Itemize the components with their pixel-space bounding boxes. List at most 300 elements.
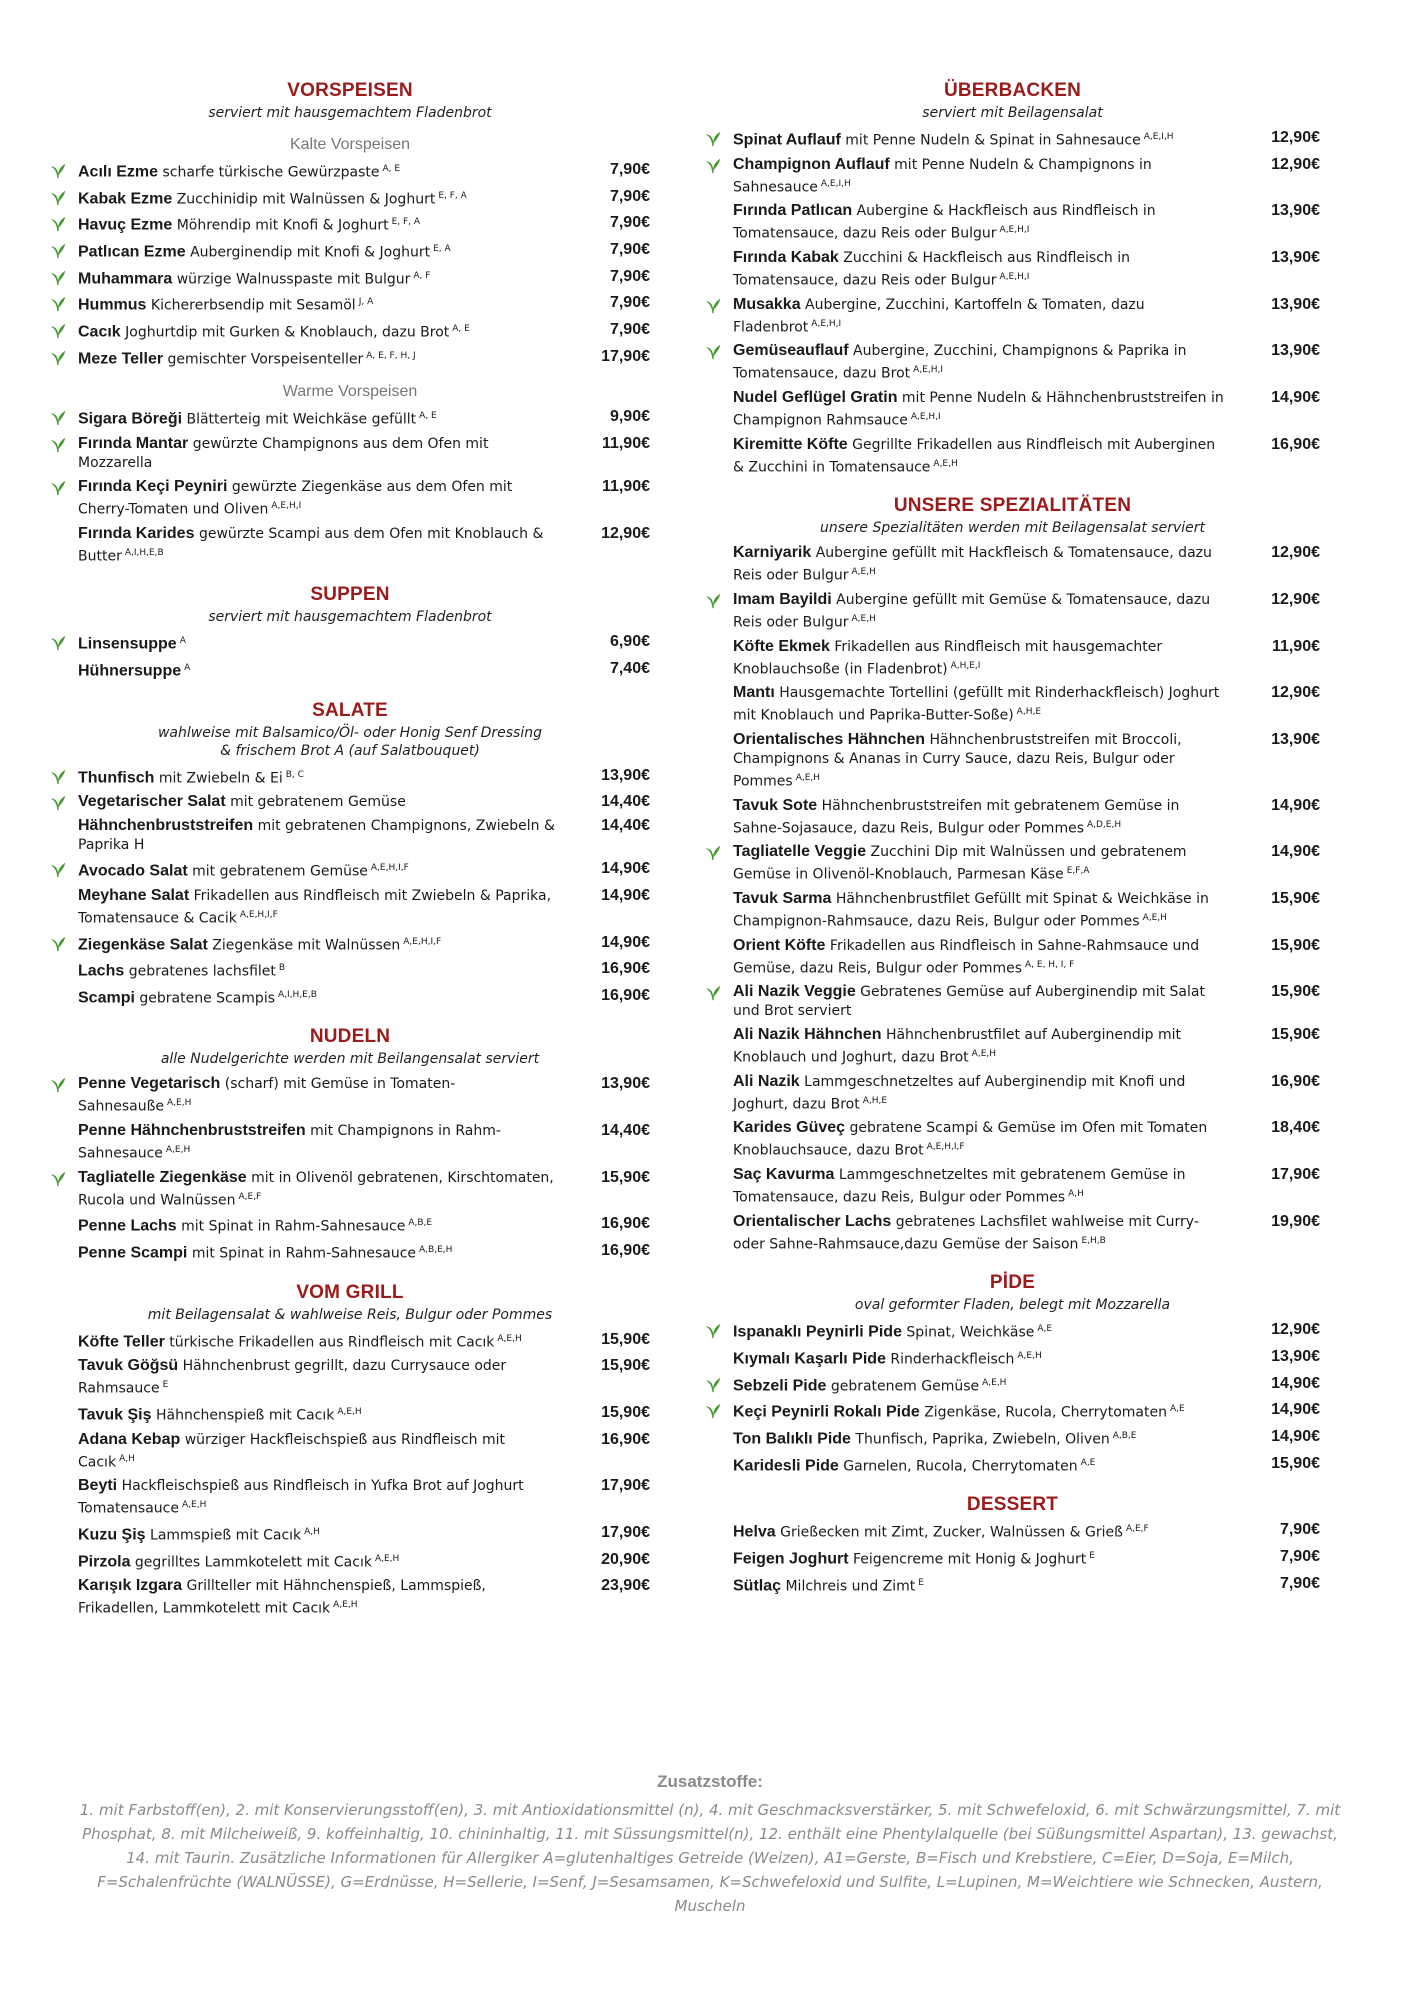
vegetarian-leaf-icon xyxy=(50,190,66,206)
menu-item xyxy=(705,982,1320,1021)
menu-section-dessert xyxy=(705,1494,1320,1596)
item-description-block xyxy=(733,1072,1250,1115)
item-name: Tavuk Sote xyxy=(733,796,818,814)
item-description-block xyxy=(78,434,580,473)
item-allergens: A xyxy=(184,662,191,673)
item-allergens: A,E,H xyxy=(333,1600,358,1611)
item-allergens: A, E xyxy=(382,164,401,174)
item-name: Tagliatelle Veggie xyxy=(733,843,867,861)
item-name: Sigara Böreği xyxy=(78,410,183,428)
section-subtitle: unsere Spezialitäten werden mit Beilagensalat serviert xyxy=(820,520,1205,537)
menu-section-suppen xyxy=(50,584,650,681)
menu-item xyxy=(50,320,650,343)
item-name: Hühnersuppe xyxy=(78,662,182,680)
item-price: 7,90€ xyxy=(609,240,650,258)
vegetarian-leaf-icon xyxy=(50,769,66,785)
item-price: 16,90€ xyxy=(601,1215,650,1233)
item-description-block xyxy=(78,1074,580,1117)
menu-item xyxy=(50,1476,650,1519)
item-name: Lachs xyxy=(78,962,125,980)
item-description-block xyxy=(78,766,580,789)
menu-item xyxy=(50,1121,650,1164)
item-price: 17,90€ xyxy=(1271,1166,1320,1184)
item-name: Hummus xyxy=(78,296,147,314)
menu-item xyxy=(705,889,1320,932)
item-allergens: A,E,H,I,F xyxy=(926,1142,965,1153)
item-allergens: A,B,E xyxy=(408,1218,433,1229)
item-description-block xyxy=(78,1330,580,1353)
item-name: Imam Bayildi xyxy=(733,590,832,608)
item-name: Vegetarischer Salat xyxy=(78,793,226,811)
item-allergens: A, F xyxy=(413,270,431,281)
item-price: 13,90€ xyxy=(1271,202,1320,220)
item-price: 15,90€ xyxy=(601,1404,650,1422)
item-allergens: A,E,H xyxy=(795,772,821,783)
item-allergens: A,B,E xyxy=(1112,1431,1137,1442)
item-name: Ali Nazik Veggie xyxy=(733,983,856,1001)
vegetarian-leaf-icon xyxy=(50,480,66,496)
vegetarian-leaf-icon xyxy=(705,845,721,861)
item-description: (scharf) mit Gemüse in Tomaten-Sahnesauße xyxy=(78,1076,456,1116)
item-price: 16,90€ xyxy=(601,1242,650,1260)
item-price: 13,90€ xyxy=(1271,1348,1320,1366)
item-description: mit gebratenen Champignons, Zwiebeln & Paprika H xyxy=(78,818,555,854)
item-name: Meze Teller xyxy=(78,350,164,368)
item-description: Hähnchenbrustfilet Gefüllt mit Spinat & Weichkäse in Champignon-Rahmsauce, dazu Reis, Bulgur oder Pommes xyxy=(733,890,1209,930)
item-allergens: A,E,H xyxy=(1142,912,1167,923)
item-description-block xyxy=(733,982,1250,1021)
item-price: 14,40€ xyxy=(601,793,650,811)
item-description-block xyxy=(733,341,1250,384)
item-name: Hähnchenbruststreifen xyxy=(78,817,254,835)
item-allergens: A,E,H xyxy=(497,1333,522,1344)
item-price: 14,90€ xyxy=(1271,796,1320,814)
item-price: 7,90€ xyxy=(609,187,650,205)
item-description: Aubergine, Zucchini, Champignons & Paprika in Tomatensauce, dazu Brot xyxy=(733,343,1187,382)
item-description-block xyxy=(733,435,1250,478)
item-name: Orient Köfte xyxy=(733,936,826,954)
item-description-block xyxy=(78,213,580,236)
menu-item xyxy=(705,590,1320,633)
item-price: 14,90€ xyxy=(601,886,650,904)
menu-item xyxy=(50,1403,650,1426)
vegetarian-leaf-icon xyxy=(50,1077,66,1093)
item-description: Gegrillte Frikadellen aus Rindfleisch mit Auberginen & Zucchini in Tomatensauce xyxy=(733,436,1216,476)
item-description-block xyxy=(78,986,580,1009)
item-allergens: A,H xyxy=(1068,1189,1084,1200)
item-description: Zucchini & Hackfleisch aus Rindfleisch in Tomatensauce, dazu Reis oder Bulgur xyxy=(733,249,1130,289)
item-price: 15,90€ xyxy=(1271,1026,1320,1044)
item-allergens: A,E,H,I xyxy=(811,318,842,329)
item-description-block xyxy=(733,590,1250,633)
menu-item xyxy=(705,201,1320,244)
item-name: Feigen Joghurt xyxy=(733,1550,849,1568)
item-name: Spinat Auflauf xyxy=(733,131,841,149)
item-name: Patlıcan Ezme xyxy=(78,243,186,261)
item-description-block xyxy=(78,524,580,567)
item-price: 14,40€ xyxy=(601,1122,650,1140)
item-allergens: A,E,H,I xyxy=(910,411,941,422)
item-description-block xyxy=(733,730,1250,792)
item-price: 12,90€ xyxy=(1271,544,1320,562)
item-allergens: E xyxy=(918,1577,924,1588)
item-description: Hausgemachte Tortellini (gefüllt mit Rinderhackfleisch) Joghurt mit Knoblauch und Paprika-Butter-Soße) xyxy=(733,685,1220,724)
item-price: 12,90€ xyxy=(1271,684,1320,702)
menu-item xyxy=(705,796,1320,839)
menu-item xyxy=(50,1330,650,1353)
additives-text: 1. mit Farbstoff(en), 2. mit Konservierungsstoff(en), 3. mit Antioxidationsmittel (n), 4. mit Geschmacksverstärker, 5. mit Schwefeloxid, 6. mit Schwärzungsmittel, 7. mit Phosphat, 8. mit Milcheiweiß, 9. koffeinhaltig, 10. chininhaltig, 11. mit Süssungsmittel(n), 12. enthält eine Phentylalquelle (bei Süßungsmittel Aspartan), 13. gewachst, 14. mit Taurin. Zusätzliche Informationen für Allergiker A=glutenhaltiges Getreide (Weizen), A1=Gerste, B=Fisch und Krebstiere, C=Eier, D=Soja, E=Milch, F=Schalenfrüchte (WALNÜSSE), G=Erdnüsse, H=Sellerie, I=Senf, J=Sesamsamen, K=Schwefeloxid und Sulfite, L=Lupinen, M=Weichtiere wie Schnecken, Austern, Muscheln xyxy=(79,1801,1341,1915)
section-subtitle: mit Beilagensalat & wahlweise Reis, Bulgur oder Pommes xyxy=(147,1306,553,1323)
item-description: Zigenkäse, Rucola, Cherrytomaten xyxy=(924,1405,1167,1422)
item-price: 16,90€ xyxy=(601,960,650,978)
vegetarian-leaf-icon xyxy=(50,243,66,259)
menu-item xyxy=(705,1347,1320,1370)
item-description-block xyxy=(78,1121,580,1164)
group-title: Kalte Vorspeisen xyxy=(289,136,411,153)
vegetarian-leaf-icon xyxy=(50,163,66,179)
item-description-block xyxy=(733,1025,1250,1068)
item-description-block xyxy=(78,477,580,520)
item-price: 12,90€ xyxy=(601,524,650,542)
item-description: würzige Walnusspaste mit Bulgur xyxy=(176,271,411,288)
item-allergens: A,E,I,H xyxy=(1143,132,1174,142)
item-description: Frikadellen aus Rindfleisch mit Zwiebeln & Paprika, Tomatensauce & Cacik xyxy=(78,887,552,927)
item-description: Lammgeschnetzeltes mit gebratenem Gemüse in Tomatensauce, dazu Reis, Bulgur oder Pommes xyxy=(733,1167,1186,1206)
item-price: 14,90€ xyxy=(1271,1374,1320,1392)
vegetarian-leaf-icon xyxy=(705,1377,721,1393)
item-name: Kıymalı Kaşarlı Pide xyxy=(733,1350,886,1368)
item-description: gewürzte Ziegenkäse aus dem Ofen mit Cherry-Tomaten und Oliven xyxy=(78,478,513,518)
item-description: Ziegenkäse mit Walnüssen xyxy=(212,937,401,954)
vegetarian-leaf-icon xyxy=(50,795,66,811)
item-description: gegrilltes Lammkotelett mit Cacık xyxy=(134,1554,372,1571)
item-name: Linsensuppe xyxy=(78,635,177,653)
vegetarian-leaf-icon xyxy=(705,593,721,609)
item-price: 16,90€ xyxy=(601,1430,650,1448)
item-description-block xyxy=(733,1574,1250,1597)
item-description-block xyxy=(733,1347,1250,1370)
item-name: Ali Nazik xyxy=(733,1072,800,1090)
item-description: türkische Frikadellen aus Rindfleisch mit Cacık xyxy=(169,1334,495,1351)
vegetarian-leaf-icon xyxy=(50,216,66,232)
menu-section-uberbacken xyxy=(705,80,1320,477)
item-allergens: A,E,H xyxy=(851,613,876,624)
item-name: Penne Scampi xyxy=(78,1244,188,1262)
menu-item xyxy=(50,1074,650,1117)
item-allergens: A,E,H xyxy=(374,1553,400,1564)
menu-item xyxy=(50,1430,650,1473)
item-price: 12,90€ xyxy=(1271,129,1320,146)
item-price: 7,90€ xyxy=(609,294,650,312)
item-description: mit Penne Nudeln & Spinat in Sahnesauce xyxy=(845,132,1141,149)
menu-item xyxy=(50,959,650,982)
item-description: mit in Olivenöl gebratenen, Kirschtomaten, Rucola und Walnüssen xyxy=(78,1169,554,1209)
vegetarian-leaf-icon xyxy=(50,410,66,426)
section-title: VORSPEISEN xyxy=(287,80,413,101)
item-allergens: A,H xyxy=(119,1453,135,1464)
item-price: 13,90€ xyxy=(601,766,650,784)
menu-item xyxy=(705,435,1320,478)
item-price: 6,90€ xyxy=(609,633,650,651)
vegetarian-leaf-icon xyxy=(50,635,66,651)
menu-section-pide xyxy=(705,1272,1320,1476)
item-description: Milchreis und Zimt xyxy=(785,1578,916,1595)
menu-item xyxy=(705,1072,1320,1115)
item-allergens: A, E, F, H, J xyxy=(366,350,416,361)
item-description-block xyxy=(733,936,1250,979)
menu-item xyxy=(705,1025,1320,1068)
item-price: 15,90€ xyxy=(601,1357,650,1375)
item-description-block xyxy=(733,796,1250,839)
item-description-block xyxy=(733,295,1250,338)
item-allergens: A,E,F xyxy=(238,1191,262,1202)
menu-item xyxy=(50,986,650,1009)
menu-item xyxy=(50,632,650,655)
menu-item xyxy=(705,936,1320,979)
item-price: 16,90€ xyxy=(1271,1072,1320,1090)
additives-title: Zusatzstoffe: xyxy=(657,1772,763,1791)
item-allergens: A,E,H,I,F xyxy=(239,909,278,920)
menu-item xyxy=(50,213,650,236)
item-price: 15,90€ xyxy=(1271,936,1320,954)
item-name: Karides Güveç xyxy=(733,1119,846,1137)
item-allergens: A,D,E,H xyxy=(1086,819,1122,830)
item-price: 13,90€ xyxy=(1271,730,1320,748)
item-name: Orientalisches Hähnchen xyxy=(733,730,926,748)
group-title: Warme Vorspeisen xyxy=(282,383,418,401)
item-description: Möhrendip mit Knofi & Joghurt xyxy=(176,217,389,234)
item-allergens: A, E, H, I, F xyxy=(1025,959,1075,970)
item-description-block xyxy=(78,1430,580,1473)
item-description: Zucchinidip mit Walnüssen & Joghurt xyxy=(176,191,436,208)
item-name: Penne Hähnchenbruststreifen xyxy=(78,1122,306,1140)
vegetarian-leaf-icon xyxy=(705,298,721,314)
item-name: Karniyarik xyxy=(733,544,812,562)
item-name: Nudel Geflügel Gratin xyxy=(733,388,898,406)
menu-item xyxy=(705,1427,1320,1450)
item-price: 7,90€ xyxy=(1279,1548,1320,1566)
item-description: Aubergine gefüllt mit Gemüse & Tomatensauce, dazu Reis oder Bulgur xyxy=(733,591,1211,631)
item-name: Scampi xyxy=(78,989,135,1007)
item-price: 15,90€ xyxy=(601,1168,650,1186)
item-allergens: E,H,B xyxy=(1081,1235,1106,1246)
item-name: Beyti xyxy=(78,1477,118,1495)
item-description: Blätterteig mit Weichkäse gefüllt xyxy=(186,411,417,428)
item-description-block xyxy=(78,816,580,855)
menu-item xyxy=(50,1576,650,1619)
menu-item xyxy=(50,1214,650,1237)
item-allergens: A,H,E,I xyxy=(950,660,981,671)
item-price: 14,90€ xyxy=(1271,843,1320,861)
item-allergens: E, F, A xyxy=(438,190,467,201)
vegetarian-leaf-icon xyxy=(705,1403,721,1419)
item-description: gemischter Vorspeisenteller xyxy=(167,351,364,368)
menu-item xyxy=(50,816,650,855)
item-description-block xyxy=(78,347,580,370)
item-description: scharfe türkische Gewürzpaste xyxy=(162,164,380,181)
item-allergens: A,E xyxy=(1169,1404,1185,1415)
item-price: 14,90€ xyxy=(1271,1401,1320,1419)
item-description-block xyxy=(733,889,1250,932)
menu-item xyxy=(50,1356,650,1399)
item-price: 20,90€ xyxy=(601,1550,650,1568)
item-price: 7,90€ xyxy=(609,161,650,178)
vegetarian-leaf-icon xyxy=(50,936,66,952)
menu-item xyxy=(705,683,1320,726)
item-description-block xyxy=(78,632,580,655)
item-description-block xyxy=(733,155,1250,198)
menu-item xyxy=(705,637,1320,680)
item-description-block xyxy=(78,187,580,210)
item-allergens: A,E,F xyxy=(1125,1524,1149,1535)
section-subtitle: alle Nudelgerichte werden mit Beilangensalat serviert xyxy=(160,1051,540,1068)
item-allergens: E xyxy=(1089,1551,1095,1562)
item-description-block xyxy=(733,1454,1250,1477)
section-subtitle: serviert mit Beilagensalat xyxy=(922,105,1103,121)
section-title: SUPPEN xyxy=(310,584,390,606)
item-description-block xyxy=(78,1214,580,1237)
item-description: gebratenes lachsfilet xyxy=(128,963,276,980)
menu-item xyxy=(50,792,650,812)
item-price: 15,90€ xyxy=(1271,889,1320,907)
item-allergens: A,E xyxy=(1080,1457,1096,1468)
item-description: Zucchini Dip mit Walnüssen und gebratenem Gemüse in Olivenöl-Knoblauch, Parmesan Käse xyxy=(733,844,1187,883)
item-name: Thunfisch xyxy=(78,769,155,787)
item-price: 7,40€ xyxy=(609,659,650,677)
item-description: Hähnchenspieß mit Cacık xyxy=(155,1407,335,1424)
menu-section-unsere-spezialitaten xyxy=(705,495,1320,1254)
item-price: 16,90€ xyxy=(1271,435,1320,453)
additives-footer xyxy=(70,1772,1350,1918)
item-price: 14,90€ xyxy=(1271,1428,1320,1446)
item-name: Karışık Izgara xyxy=(78,1577,183,1595)
item-description-block xyxy=(78,407,580,430)
item-allergens: A xyxy=(179,636,186,647)
section-subtitle: serviert mit hausgemachtem Fladenbrot xyxy=(208,609,492,626)
menu-item xyxy=(50,187,650,210)
item-description-block xyxy=(78,1168,580,1211)
section-title: UNSERE SPEZIALITÄTEN xyxy=(893,495,1132,517)
item-price: 19,90€ xyxy=(1271,1212,1320,1230)
menu-item xyxy=(50,407,650,430)
item-allergens: A,E,H xyxy=(971,1049,997,1060)
vegetarian-leaf-icon xyxy=(50,296,66,312)
menu-item xyxy=(705,128,1320,151)
item-description: Lammgeschnetzeltes auf Auberginendip mit Knofi und Joghurt, dazu Brot xyxy=(733,1073,1186,1113)
item-description: mit gebratenem Gemüse xyxy=(192,863,368,880)
menu-item xyxy=(705,155,1320,198)
item-description: Hähnchenbruststreifen mit gebratenem Gemüse in Sahne-Sojasauce, dazu Reis, Bulgur oder Pommes xyxy=(733,797,1180,837)
item-description: Thunfisch, Paprika, Zwiebeln, Oliven xyxy=(855,1431,1110,1448)
item-description-block xyxy=(733,1520,1250,1543)
item-allergens: A,E,H,I,F xyxy=(403,936,442,947)
item-price: 7,90€ xyxy=(1279,1574,1320,1592)
item-name: Kuzu Şiş xyxy=(78,1526,146,1544)
item-allergens: E,F,A xyxy=(1066,866,1090,877)
item-description-block xyxy=(78,240,580,263)
item-allergens: B xyxy=(278,963,286,974)
item-name: Penne Vegetarisch xyxy=(78,1075,221,1093)
item-description-block xyxy=(78,1523,580,1546)
menu-item xyxy=(50,766,650,789)
menu-item xyxy=(50,1168,650,1211)
item-description: Hähnchenbruststreifen mit Broccoli, Champignons & Ananas in Curry Sauce, dazu Reis, Bulgur oder Pommes xyxy=(733,731,1182,790)
item-description-block xyxy=(733,1400,1250,1423)
item-price: 11,90€ xyxy=(601,434,650,452)
item-price: 15,90€ xyxy=(1271,1454,1320,1472)
item-description-block xyxy=(78,1356,580,1399)
menu-item xyxy=(705,730,1320,792)
item-allergens: A,E,H,I xyxy=(999,225,1030,236)
section-subtitle: serviert mit hausgemachtem Fladenbrot xyxy=(208,105,492,121)
section-title: VOM GRILL xyxy=(296,1281,404,1303)
item-name: Tagliatelle Ziegenkäse xyxy=(78,1168,247,1186)
item-price: 13,90€ xyxy=(1271,342,1320,360)
item-description: Spinat, Weichkäse xyxy=(906,1325,1035,1342)
item-name: Köfte Ekmek xyxy=(733,637,830,655)
item-price: 17,90€ xyxy=(601,347,650,365)
item-description-block xyxy=(733,1427,1250,1450)
item-name: Ton Balıklı Pide xyxy=(733,1430,851,1448)
item-description: Hackfleischspieß aus Rindfleisch in Yufka Brot auf Joghurt Tomatensauce xyxy=(78,1478,524,1518)
item-description: Aubergine gefüllt mit Hackfleisch & Tomatensauce, dazu Reis oder Bulgur xyxy=(733,545,1212,584)
item-price: 7,90€ xyxy=(1279,1521,1320,1539)
item-description: Frikadellen aus Rindfleisch mit hausgemachter Knoblauchsoße (in Fladenbrot) xyxy=(733,638,1163,678)
menu-item xyxy=(705,388,1320,431)
item-allergens: A,E,H,I xyxy=(999,271,1030,282)
item-description: mit Zwiebeln & Ei xyxy=(158,770,283,787)
item-name: Karidesli Pide xyxy=(733,1457,839,1475)
item-allergens: A, E xyxy=(452,323,470,334)
item-description: gebratene Scampi & Gemüse im Ofen mit Tomaten Knoblauchsauce, dazu Brot xyxy=(733,1120,1208,1160)
item-allergens: A,E,H,I,F xyxy=(370,863,409,874)
section-title: SALATE xyxy=(312,699,388,721)
item-description-block xyxy=(78,1550,580,1573)
item-description-block xyxy=(733,248,1250,291)
item-price: 17,90€ xyxy=(601,1524,650,1542)
item-description-block xyxy=(78,1241,580,1264)
item-description-block xyxy=(733,637,1250,680)
vegetarian-leaf-icon xyxy=(50,350,66,366)
item-description-block xyxy=(733,683,1250,726)
item-allergens: A,E,H xyxy=(933,458,958,469)
item-description: mit gebratenem Gemüse xyxy=(230,794,406,811)
item-name: Fırında Patlıcan xyxy=(733,202,853,220)
menu-item xyxy=(705,543,1320,586)
left-menu-column xyxy=(50,80,650,1637)
section-title: ÜBERBACKEN xyxy=(943,80,1082,101)
item-allergens: A,E,I,H xyxy=(820,178,851,189)
item-allergens: A,E,H xyxy=(982,1377,1007,1388)
menu-item xyxy=(50,347,650,370)
item-description-block xyxy=(733,388,1250,431)
item-name: Pirzola xyxy=(78,1553,131,1571)
item-description-block xyxy=(733,1118,1250,1161)
item-description-block xyxy=(733,1547,1250,1570)
item-description: mit Spinat in Rahm-Sahnesauce xyxy=(191,1245,417,1262)
item-description-block xyxy=(78,1403,580,1426)
item-allergens: A,I,H,E,B xyxy=(124,547,164,558)
item-allergens: A, E xyxy=(419,411,437,422)
item-allergens: J, A xyxy=(358,297,374,308)
item-price: 15,90€ xyxy=(1271,983,1320,1001)
menu-item xyxy=(50,160,650,183)
item-price: 14,40€ xyxy=(601,817,650,835)
item-name: Keçi Peynirli Rokalı Pide xyxy=(733,1404,920,1422)
item-description: Auberginendip mit Knofi & Joghurt xyxy=(190,244,431,261)
menu-item xyxy=(705,1374,1320,1397)
item-name: Fırında Mantar xyxy=(78,434,189,452)
